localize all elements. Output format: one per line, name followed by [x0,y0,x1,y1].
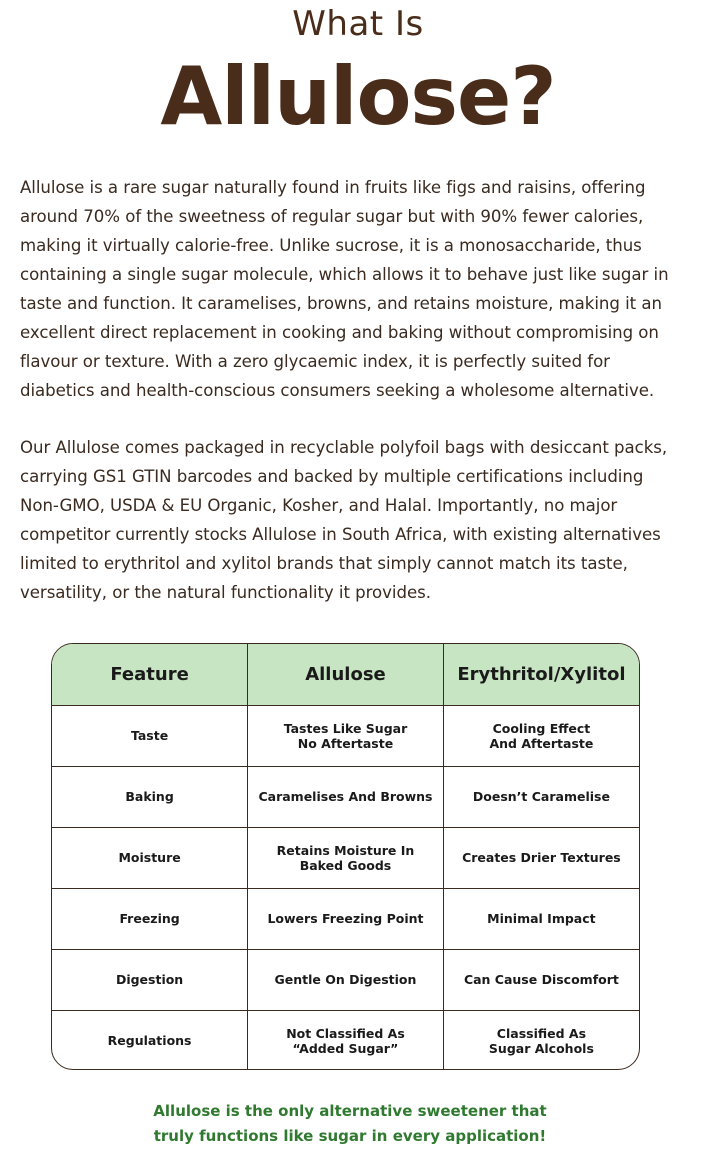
intro-paragraph: Allulose is a rare sugar naturally found in fruits like figs and raisins, offering around 70% of the sweetness of regular sugar but with 90% fewer calories, making it virtually calorie-free. Unlike sucrose, it is a monosaccharide, thus containing a single sugar molecule, which allows it to behave just like sugar in taste and function. It caramelises, browns, and retains moisture, making it an excellent direct replacement in cooking and baking without compromising on flavour or texture. With a zero glycaemic index, it is perfectly suited for diabetics and health-conscious consumers seeking a wholesome alternative. [20,178,669,400]
feature-cell: Taste [52,705,248,766]
table-row [52,705,639,766]
alt-cell: Classified As Sugar Alcohols [488,1025,594,1056]
alt-cell: Minimal Impact [443,888,639,949]
table-row [52,949,639,1010]
feature-cell: Freezing [52,888,248,949]
comparison-table [51,643,640,1070]
feature-cell: Digestion [52,949,248,1010]
heading-allulose: Allulose? [160,50,556,143]
footer-tagline [0,1099,700,1149]
alt-cell: Doesn’t Caramelise [443,766,639,827]
footer-line-1: Allulose is the only alternative sweetener that [153,1102,547,1120]
allulose-cell: Lowers Freezing Point [248,888,444,949]
table-row [52,1010,639,1070]
table-row [52,827,639,888]
feature-cell: Regulations [52,1010,248,1070]
alt-cell: Can Cause Discomfort [443,949,639,1010]
header-allulose: Allulose [248,644,444,705]
heading-what-is: What Is [292,4,424,44]
header-erythritol-xylitol: Erythritol/Xylitol [443,644,639,705]
header-feature: Feature [52,644,248,705]
table-header-row [52,644,639,705]
feature-cell: Baking [52,766,248,827]
alt-cell: Creates Drier Textures [443,827,639,888]
allulose-cell: Tastes Like Sugar No Aftertaste [248,705,444,766]
allulose-cell: Not Classified As “Added Sugar” [248,1010,444,1070]
allulose-cell: Caramelises And Browns [248,766,444,827]
table-row [52,888,639,949]
allulose-cell: Gentle On Digestion [248,949,444,1010]
packaging-paragraph: Our Allulose comes packaged in recyclable polyfoil bags with desiccant packs, carrying GS1 GTIN barcodes and backed by multiple certifications including Non-GMO, USDA & EU Organic, Kosher, and Halal. Importantly, no major competitor currently stocks Allulose in South Africa, with existing alternatives limited to erythritol and xylitol brands that simply cannot match its taste, versatility, or the natural functionality it provides. [20,438,668,602]
footer-line-2: truly functions like sugar in every application! [153,1127,547,1145]
feature-cell: Moisture [52,827,248,888]
allulose-cell: Retains Moisture In Baked Goods [248,827,444,888]
alt-cell: Cooling Effect And Aftertaste [443,705,639,766]
table-row [52,766,639,827]
